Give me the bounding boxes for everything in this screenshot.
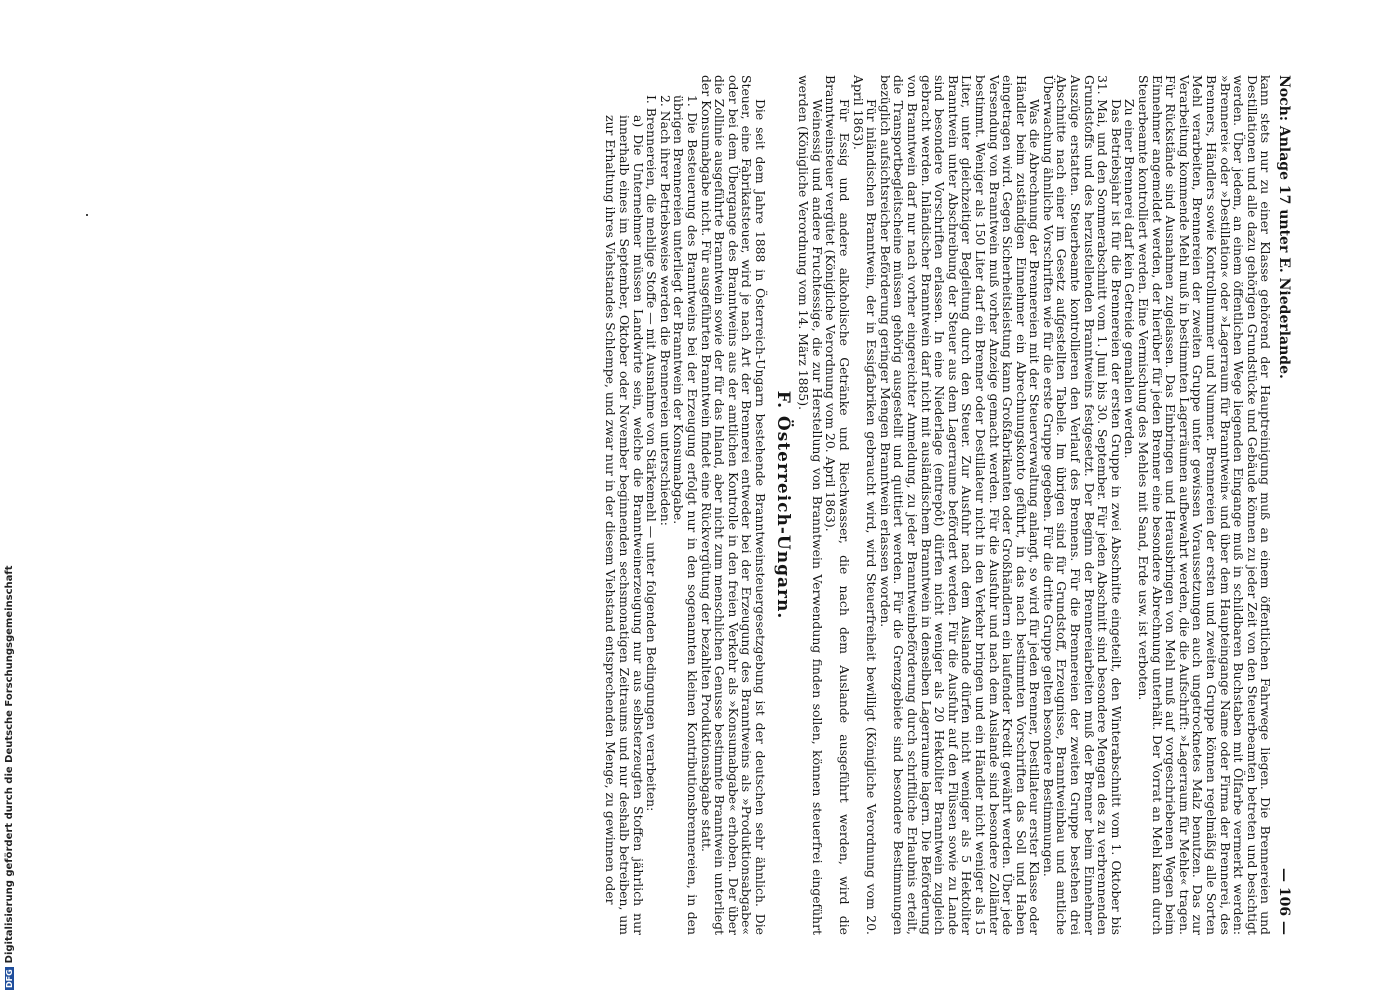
paragraph: Weinessig und andere Fruchtessige, die zur Herstellung von Branntwein Verwendung finden sollen, können steuerfrei eingeführt werden (Königliche Verordnung vom 14. März 1885). <box>796 75 825 935</box>
paragraph: Die seit dem Jahre 1888 in Österreich-Ungarn bestehende Branntweinsteuergesetzgebung ist der deutschen sehr ähnlich. Die Steuer, eine Fabrikatsteuer, wird je nach Art der Brennerei entweder bei der Erzeugung des Branntweins als »Produktionsabgabe« oder bei dem Übergange des Branntweins aus der amtlichen Kontrolle in den freien Verkehr als »Konsumabgabe« erhoben. Der über die Zollinie ausgeführte Branntwein sowie der für das Inland, aber nicht zum menschlichen Genusse bestimmte Branntwein unterliegt der Konsumabgabe nicht. Für ausgeführten Branntwein findet eine Rückvergütung der bezahlten Produktionsabgabe statt. <box>698 75 769 935</box>
paragraph: Zu einer Brennerei darf kein Getreide gemahlen werden. <box>1122 99 1138 459</box>
page-number: — 106 — <box>1276 868 1292 935</box>
scan-speck <box>86 214 88 216</box>
list-item: a) Die Unternehmer müssen Landwirte sein, welche die Branntweinerzeugung nur aus selbsterzeugten Stoffen jährlich nur innerhalb eines im September, Oktober oder November beginnenden sechsmonatigen Zeitraums und nur deshalb betreiben, um zur Erhaltung ihres Viehstandes Schlempe, und zwar nur in der diesem Viehstand entsprechenden Menge, zu gewinnen oder <box>603 115 646 935</box>
list-item: I. Brennereien, die mehlige Stoffe — mit Ausnahme von Stärkemehl — unter folgenden Bedingungen verarbeiten: <box>644 95 660 812</box>
header-title: Noch: Anlage 17 unter E. Niederlande. <box>1276 75 1292 379</box>
paragraph: Das Betriebsjahr ist für die Brennereien der ersten Gruppe in zwei Abschnitte eingeteilt, den Winterabschnitt vom 1. Oktober bis 31. Mai, und den Sommerabschnitt vom 1. Juni bis 30. September. Für jeden Abschnitt sind besondere Mengen des zu verbrennenden Grundstoffs und des herzustellenden Branntweins festgesetzt. Der Beginn der Brennereiarbeiten muß der Brenner beim Einnehmer Auszüge erstatten. Steuerbeamte kontrollieren den Verlauf des Brennens. Für die Brennereien der zweiten Gruppe bestehen drei Abschnitte nach einer im Gesetz aufgestellten Tabelle. Im übrigen sind für Grundstoff, Erzeugnisse, Branntweinbau und amtliche Überwachung ähnliche Vorschriften wie für die erste Gruppe gegeben. Für die dritte Gruppe gelten besondere Bestimmungen. <box>1040 75 1124 935</box>
paragraph: kann stets nur zu einer Klasse gehörend der Hauptreinigung muß an einem öffentlichen Fahrwege liegen. Die Brennereien und Destillationen und alle dazu gehörigen Grundstücke und Gebäude können zu jeder Zeit von den Steuerbeamten betreten und besichtigt werden. Über jedem, an einem öffentlichen Wege liegenden Eingange muß in schildbaren Buchstaben mit Ölfarbe vermerkt werden: »Brennerei« oder »Destillation« oder »Lagerraum für Branntwein« und über dem Haupteingange Name oder Firma der Brennerei, des Brenners, Händlers sowie Kontrollnummer und Nummer. Brennereien der ersten und zweiten Gruppe können regelmäßig alle Sorten Mehl verarbeiten, Brennereien der zweiten Gruppe unter gewissen Voraussetzungen auch ungetrocknetes Malz benutzen. Das zur Verarbeitung kommende Mehl muß in bestimmten Lagerräumen aufbewahrt werden, die die Aufschrift: »Lagerraum für Mehle« tragen. Für Rückstände sind Ausnahmen zugelassen. Das Einbringen und Herausbringen von Mehl muß auf vorgeschriebenen Wegen beim Einnehmer angemeldet werden, der hierüber für jeden Brenner eine besondere Abrechnung unterhält. Der Vorrat an Mehl kann durch Steuerbeamte kontrolliert werden. Eine Vermischung des Mehles mit Sand, Erde usw. ist verboten. <box>1136 75 1274 935</box>
section-title: F. Österreich-Ungarn. <box>772 390 793 620</box>
credit-text: Digitalisierung gefördert durch die Deutsche Forschungsgemeinschaft <box>4 565 15 964</box>
running-header <box>1276 75 1290 935</box>
digitization-credit <box>4 565 15 990</box>
paragraph: Was die Abrechnung der Brennereien mit der Steuerverwaltung anlangt, so wird für jeden Brenner, Destillateur erster Klasse oder Händler beim zuständigen Einnehmer ein Abrechnungskonto geführt, in das nach bestimmten Vorschriften das Soll und Haben eingetragen wird. Gegen Sicherheitsleistung kann Großfabrikanten oder Großhändlern ein laufender Kredit gewährt werden. Über jede Versendung von Branntwein muß vorher Anzeige gemacht werden. Für die Ausfuhr und nach dem Auslande sind besondere Zollämter bestimmt. Weniger als 150 Liter darf ein Brenner oder Destillateur nicht in den Verkehr bringen und ein Händler nicht weniger als 15 Liter, unter gleichzeitiger Begleitung durch den Steuer. Zur Ausfuhr nach dem Auslande dürfen nicht weniger als 5 Hektoliter Branntwein unter Abschreibung der Steuer aus dem Lagerraume befördert werden. Für die Ausfuhr auf den Flüssen sowie zu Lande sind besondere Vorschriften erlassen. In eine Niederlage (entrepôt) dürfen nicht weniger als 20 Hektoliter Branntwein zugleich gebracht werden. Inländischer Branntwein darf nicht mit ausländischem Branntwein in denselben Lagerraume lagern. Die Beförderung von Branntwein darf nur nach vorher eingereichter Anmeldung, zu jeder Branntweinbeförderung durch schriftliche Erlaubnis erteilt, die Transportbegleitscheine müssen gehörig ausgestellt und quittiert werden. Für die Grenzgebiete sind besondere Bestimmungen bezüglich aufsichtsreicher Beförderung geringer Mengen Branntwein erlassen worden. <box>877 75 1043 935</box>
rotated-text-block <box>603 75 1292 935</box>
paragraph: Für Essig und andere alkoholische Getränke und Riechwasser, die nach dem Auslande ausgeführt werden, wird die Branntweinsteuer vergütet (Königliche Verordnung vom 20. April 1863). <box>823 75 852 935</box>
dfg-logo: DFG <box>5 969 14 988</box>
numbered-item: 1. Die Besteuerung des Branntweins bei der Erzeugung erfolgt nur in den sogenannten kleinen Kontributionsbrennereien, in den übrigen Brennereien unterliegt der Branntwein der Konsumabgabe. <box>671 95 701 935</box>
numbered-item: 2. Nach ihrer Betriebsweise werden die Brennereien unterschieden: <box>657 95 673 526</box>
paragraph: Für inländischen Branntwein, der in Essigfabriken gebraucht wird, wird Steuerfreiheit bewilligt (Königliche Verordnung vom 20. April 1863). <box>850 75 880 935</box>
